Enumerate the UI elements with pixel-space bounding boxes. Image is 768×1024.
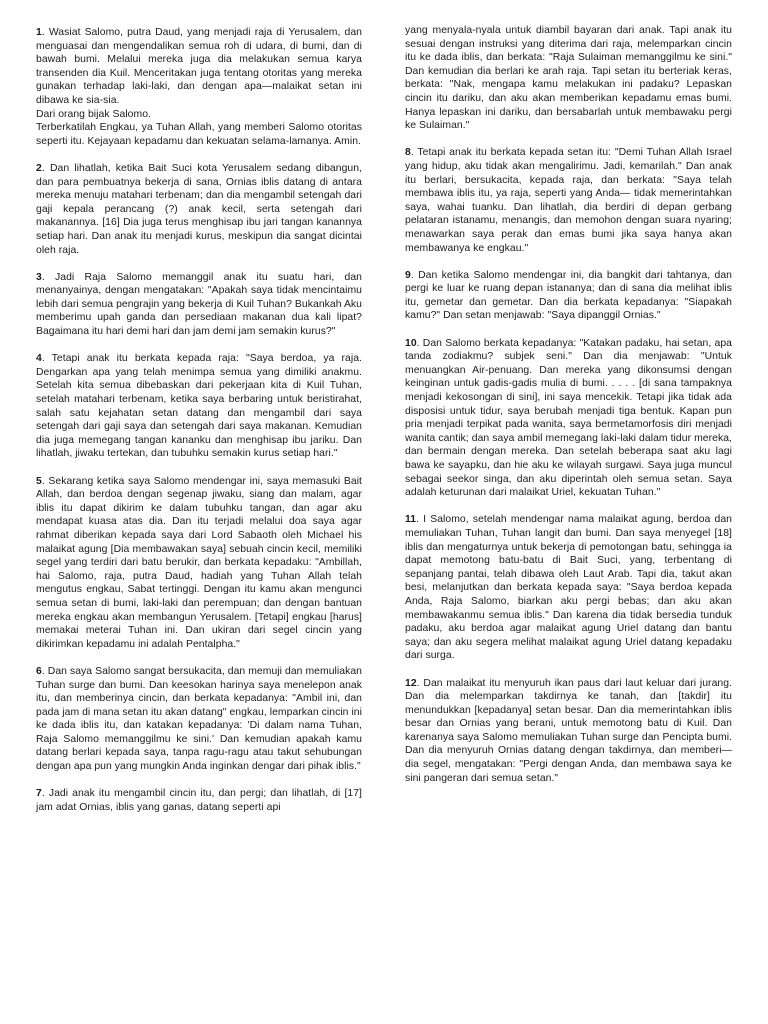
verse-number: 8 [405,147,411,159]
paragraph-3 [36,271,362,339]
verse-number: 7 [36,788,42,800]
paragraph-text: . Dan saya Salomo sangat bersukacita, dan memuji dan memuliakan Tuhan surge dan bumi. Dan keesokan harinya saya menelepon anak itu, dan memberinya cincin, dan berkata kepadanya: "Ambil ini, dan pada jam di mana setan itu akan datang" engkau, lemparkan cincin ini ke dada iblis itu, dan katakan kepadanya: 'Di dalam nama Tuhan, Raja Salomo memanggilmu ke sini.' Dan kemudian apakah kamu datang berlari kepada saya, tanpa ragu-ragu atau takut sehubungan dengan apa pun yang mungkin Anda inginkan dengar dari pihak iblis." [36,665,362,773]
paragraph-7-continued [405,24,732,133]
paragraph-text: . Dan Salomo berkata kepadanya: "Katakan padaku, hai setan, apa tanda zodiakmu? subjek seni." Dan dia menjawab: "Untuk menuangkan Air-penuang. Dan mereka yang dikonsumsi dengan keinginan untuk gadis-gadis mulia di bumi. . . . . [di sana tampaknya menjadi kekosongan di sini], ini saya mencekik. Tetapi jika tidak ada disposisi untuk tidur, saya berubah menjadi tiga bentuk. Kapan pun pria menjadi terpikat pada wanita, saya bermetamorfosis diri menjadi wanita cantik; dan saya ambil memegang laki-laki dalam tidur mereka, dan bermain dengan mereka. Dan setelah beberapa saat aku lagi bawa ke sayapku, dan hie aku ke wilayah surgawi. Saya juga muncul sebagai seekor singa, dan aku diperintah oleh semua setan. Saya adalah keturunan dari malaikat Uriel, kekuatan Tuhan." [405,337,732,499]
verse-number: 1 [36,27,42,38]
verse-number: 4 [36,353,42,365]
paragraph-4 [36,352,362,461]
paragraph-text: . I Salomo, setelah mendengar nama malaikat agung, berdoa dan memuliakan Tuhan, Tuhan langit dan bumi. Dan saya menyegel [18] iblis dan mengaturnya untuk bekerja di pemotongan batu, sehingga ia dapat memotong batu-batu di Bait Suci, yang, terbentang di sepanjang pantai, telah dibawa oleh Laut Arab. Tapi dia, takut akan besi, melanjutkan dan berkata kepada saya: "Saya berdoa kepada Anda, Raja Salomo, biarkan aku pergi bebas; dan aku akan membawakanmu semua iblis." Dan karena dia tidak bersedia tunduk padaku, aku berdoa agar malaikat agung Uriel datang dan bantu saya; dan aku segera melihat malaikat agung Uriel datang kepadaku dari surga. [405,514,732,662]
paragraph-7 [36,787,362,814]
verse-number: 12 [405,677,417,689]
paragraph-text: . Sekarang ketika saya Salomo mendengar ini, saya memasuki Bait Allah, dan berdoa dengan segenap jiwaku, siang dan malam, agar iblis itu dapat dikirim ke dalam tubuhku tangan, dan agar aku mendapat kuasa atas dia. Dan itu terjadi melalui doa saya agar rahmat diberikan kepada saya dari Lord Sabaoth oleh Michael his malaikat agung [Dia membawakan saya] sebuah cincin kecil, memiliki segel yang terdiri dari batu berukir, dan berkata kepadaku: "Ambillah, hai Salomo, raja, putra Daud, hadiah yang Tuhan Allah telah mengutus engkau, Sabat tertinggi. Dengan itu kamu akan mengunci semua setan di bumi, laki-laki dan perempuan; dan dengan bantuan mereka engkau akan membangun Yerusalem. [Tetapi] engkau [harus] memakai meterai Tuhan ini. Dan ukiran dari segel cincin yang dikirimkan kepadamu ini adalah Pentalpha." [36,475,362,650]
paragraph-line: Dari orang bijak Salomo. [36,108,151,120]
paragraph-text: yang menyala-nyala untuk diambil bayaran dari anak. Tapi anak itu sesuai dengan instruksi yang diterima dari raja, melemparkan cincin itu ke dada iblis, dan berkata: "Raja Sulaiman memanggilmu ke sini." Dan kemudian dia berlari ke arah raja. Tapi setan itu berteriak keras, berkata: "Nak, mengapa kamu melakukan ini padaku? Lepaskan cincin itu dariku, dan aku akan memberikan kepadamu emas bumi. Hanya lepaskan ini dariku, dan bersabarlah untuk membawaku pergi ke Sulaiman." [405,25,732,132]
paragraph-9 [405,269,732,323]
paragraph-12 [405,677,732,786]
paragraph-5 [36,475,362,652]
paragraph-text: . Wasiat Salomo, putra Daud, yang menjadi raja di Yerusalem, dan menguasai dan mengendalikan semua roh di udara, di bumi, dan di bawah bumi. Melalui mereka juga dia melakukan semua karya transenden dia Kuil. Menceritakan juga tentang otoritas yang mereka gunakan terhadap laki-laki, dan dengan apa—malaikat setan ini dibawa ke sia-sia. [36,27,362,106]
paragraph-2 [36,162,362,257]
paragraph-text: . Dan lihatlah, ketika Bait Suci kota Yerusalem sedang dibangun, dan para pembuatnya bekerja di sana, Ornias iblis datang di antara mereka menuju matahari terbenam; dan dia mengambil setengah dari gaji kepala perancang (?) anak kecil, serta setengah dari makanannya. [16] Dia juga terus menghisap ibu jari tangan kanannya setiap hari. Dan anak itu menjadi kurus, meskipun dia sangat dicintai oleh raja. [36,162,362,256]
paragraph-6 [36,665,362,774]
left-column [36,26,362,828]
paragraph-text: . Dan ketika Salomo mendengar ini, dia bangkit dari tahtanya, dan pergi ke luar ke ruang depan istananya; dan di sana dia melihat iblis itu, gemetar dan gemetar. Dan dia berkata kepadanya: "Siapakah kamu?" Dan setan menjawab: "Saya dipanggil Ornias." [405,269,732,322]
verse-number: 10 [405,337,417,349]
paragraph-line: Terberkatilah Engkau, ya Tuhan Allah, yang memberi Salomo otoritas seperti itu. Kejayaan kepadamu dan kekuatan selama-lamanya. Amin. [36,122,362,147]
paragraph-8 [405,146,732,255]
paragraph-text: . Jadi Raja Salomo memanggil anak itu suatu hari, dan menanyainya, dengan mengatakan: "Apakah saya tidak mencintaimu lebih dari semua pengrajin yang bekerja di Kuil Tuhan? Bukankah Aku memberimu upah ganda dan persediaan makanan dua kali lipat? Bagaimana itu hari demi hari dan jam demi jam semakin kurus?" [36,271,362,338]
verse-number: 6 [36,665,42,677]
paragraph-text: . Dan malaikat itu menyuruh ikan paus dari laut keluar dari jurang. Dan dia melemparkan takdirnya ke tanah, dan [takdir] itu menundukkan [kepadanya] setan besar. Dan dia memerintahkan iblis besar dan Ornias yang berani, untuk memotong batu di Kuil. Dan karenanya saya Salomo memuliakan Tuhan surge dan Pencipta bumi. Dan dia menyuruh Ornias datang dengan takdirnya, dan memberi— dia segel, mengatakan: "Pergi dengan Anda, dan membawa saya ke sini pangeran dari semua setan." [405,677,732,784]
paragraph-text: . Tetapi anak itu berkata kepada raja: "Saya berdoa, ya raja. Dengarkan apa yang telah menimpa semua yang dimiliki anakmu. Setelah kita semua dibebaskan dari pekerjaan kita di Kuil Tuhan, setelah matahari terbenam, ketika saya berbaring untuk beristirahat, salah satu kejahatan setan datang dan mengambil dari saya setengah dari gaji saya dan setengah dari saya makanan. Kemudian dia juga memegang tangan kananku dan menghisap ibu jariku. Dan lihatlah, jiwaku tertekan, dan tubuhku semakin kurus setiap hari." [36,353,362,460]
paragraph-1 [36,26,362,148]
verse-number: 5 [36,475,42,487]
right-column [405,24,732,799]
paragraph-10 [405,337,732,500]
paragraph-text: . Tetapi anak itu berkata kepada setan itu: "Demi Tuhan Allah Israel yang hidup, aku tidak akan mengalirimu. Jadi, kemarilah." Dan anak itu berlari, bersukacita, kepada raja, dan berkata: "Saya telah membawa iblis itu, ya raja, seperti yang Anda— tidak memerintahkan saya, wahai tuanku. Dan lihatlah, dia berdiri di depan gerbang pelataran istanamu, menangis, dan memohon dengan suara nyaring; menawarkan saya perak dan emas bumi jika saya hanya akan membawanya ke engkau." [405,147,732,254]
verse-number: 11 [405,514,417,526]
verse-number: 2 [36,162,42,174]
paragraph-text: . Jadi anak itu mengambil cincin itu, dan pergi; dan lihatlah, di [17] jam adat Ornias, iblis yang ganas, datang seperti api [36,788,362,813]
verse-number: 3 [36,271,42,283]
verse-number: 9 [405,269,411,281]
paragraph-11 [405,513,732,663]
